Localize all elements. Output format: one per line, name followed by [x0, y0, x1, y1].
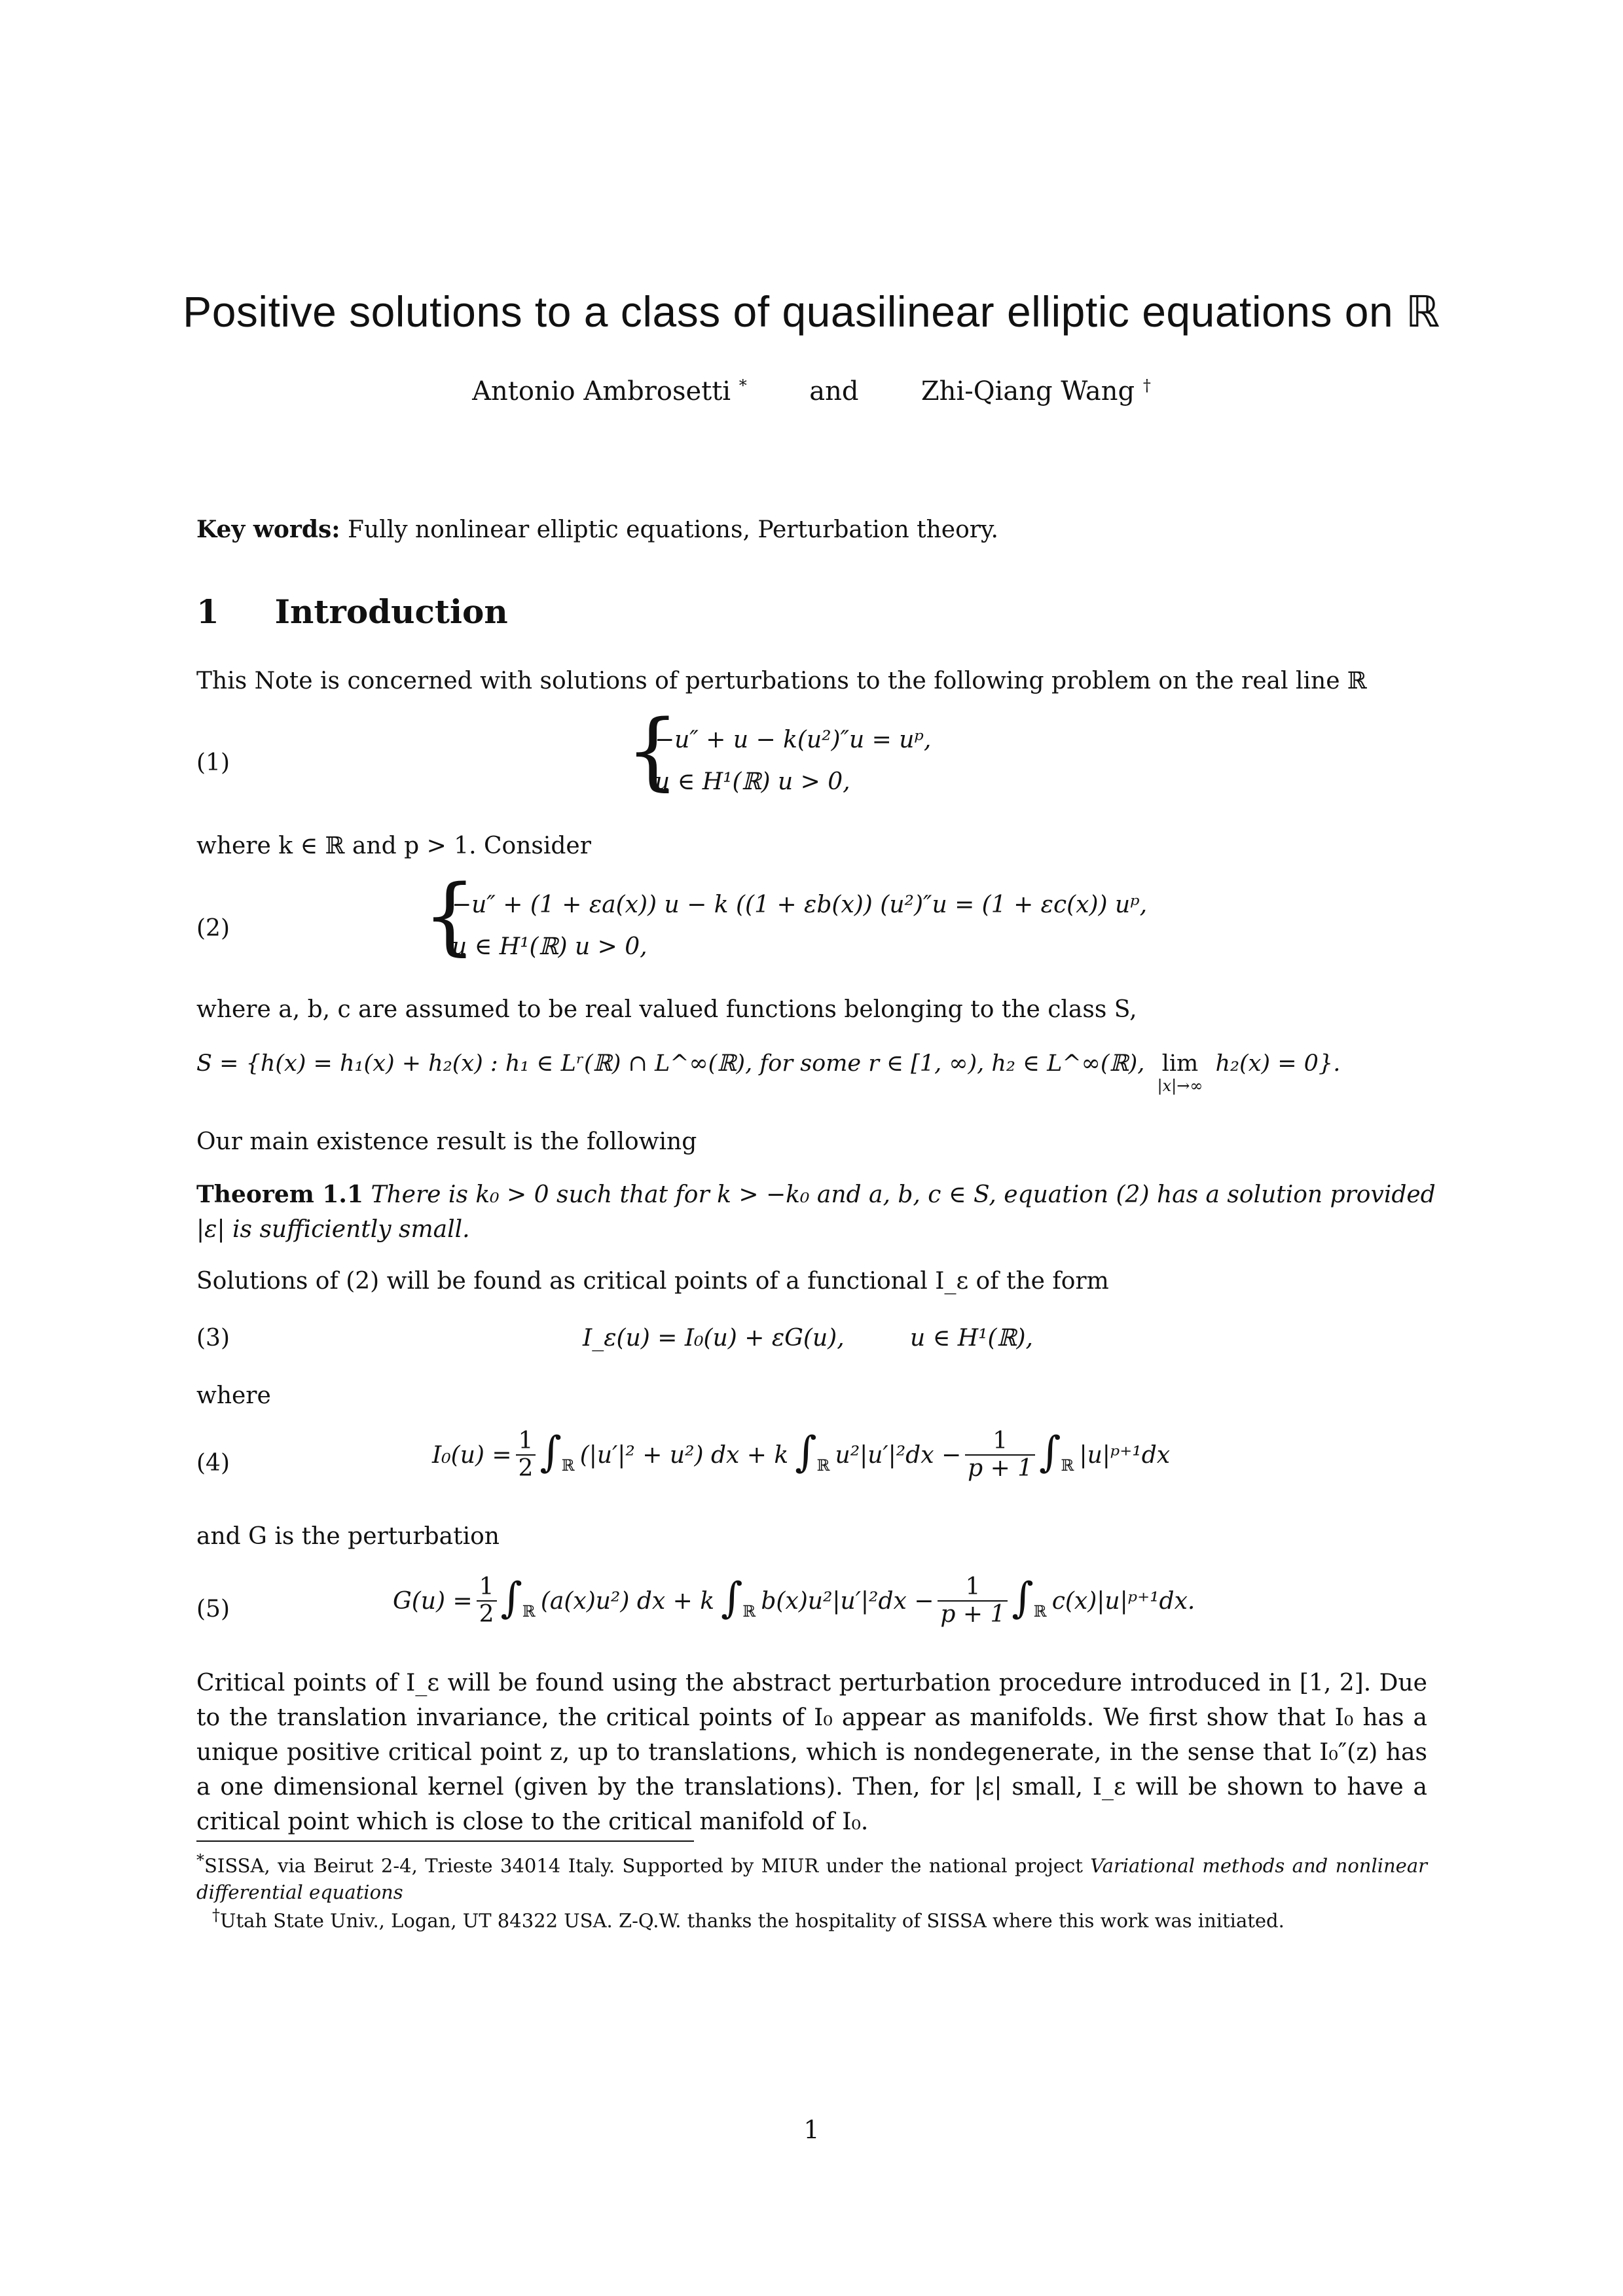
author-conjunction: and: [809, 376, 859, 407]
eq4-domain-2: ℝ: [816, 1456, 830, 1475]
class-S-text: S = {h(x) = h₁(x) + h₂(x) : h₁ ∈ Lʳ(ℝ) ∩ L^∞(ℝ), for some r ∈ [1, ∞), h₂ ∈ L^∞(ℝ),: [196, 1050, 1145, 1077]
eq4-integral-3: ∫: [1039, 1428, 1061, 1477]
where-line: where: [196, 1382, 271, 1409]
eq1-number: (1): [196, 749, 230, 776]
page-number: 1: [803, 2115, 820, 2144]
equation-4: [432, 1419, 1170, 1491]
eq1-brace: {: [626, 702, 680, 800]
eq4-domain-1: ℝ: [561, 1456, 575, 1475]
footnote-2-text: Utah State Univ., Logan, UT 84322 USA. Z-Q.W. thanks the hospitality of SISSA where this work was initiated.: [220, 1909, 1285, 1932]
eq5-term1: (a(x)u²) dx + k: [540, 1587, 715, 1615]
main-result-line: Our main existence result is the following: [196, 1128, 697, 1155]
eq4-lhs: I₀(u) =: [432, 1441, 512, 1469]
eq5-frac: [938, 1574, 1008, 1628]
eq4-term3: |u|ᵖ⁺¹dx: [1079, 1441, 1171, 1469]
section-number: 1: [196, 592, 219, 631]
eq5-integral-1: ∫: [500, 1574, 522, 1623]
eq5-lhs: G(u) =: [393, 1587, 473, 1615]
eq5-domain-1: ℝ: [522, 1602, 536, 1621]
theorem-line2: |ε| is sufficiently small.: [196, 1216, 470, 1243]
author-second-mark: †: [1142, 376, 1151, 395]
eq5-half: [477, 1574, 497, 1628]
keywords-label: Key words:: [196, 516, 340, 543]
section-title: Introduction: [274, 592, 508, 631]
author-first-mark: *: [739, 376, 747, 395]
eq5-term2: b(x)u²|u′|²dx −: [761, 1587, 934, 1615]
section-heading: [196, 592, 508, 631]
class-S-lim-sub: |x|→∞: [1157, 1077, 1203, 1095]
eq3-number: (3): [196, 1325, 230, 1352]
theorem-line1: There is k₀ > 0 such that for k > −k₀ and a, b, c ∈ S, equation (2) has a solution provided: [371, 1181, 1436, 1208]
solutions-line: Solutions of (2) will be found as critical points of a functional I_ε of the form: [196, 1268, 1109, 1295]
eq4-integral-2: ∫: [795, 1428, 817, 1477]
footnote-2: [196, 1902, 1427, 1934]
eq4-frac-den: p + 1: [968, 1455, 1033, 1482]
eq4-half: [516, 1428, 536, 1482]
closing-paragraph: Critical points of I_ε will be found using the abstract perturbation procedure introduced in [1, 2]. Due to the translation invariance, the critical points of I₀ appear as manifolds. We first show that I₀ has a unique positive critical point z, up to translations, which is nondegenerate, in the sense that I₀″(z) has a one dimensional kernel (given by the translations). Then, for |ε| small, I_ε will be shown to have a critical point which is close to the critical manifold of I₀.: [196, 1670, 1427, 1835]
theorem-label: Theorem 1.1: [196, 1181, 364, 1208]
eq5-term3: c(x)|u|ᵖ⁺¹dx.: [1051, 1587, 1195, 1615]
eq4-term2: u²|u′|²dx −: [835, 1441, 962, 1469]
where-abc-line: where a, b, c are assumed to be real valued functions belonging to the class S,: [196, 996, 1137, 1023]
eq4-number: (4): [196, 1450, 230, 1477]
eq2-line2: u ∈ H¹(ℝ) u > 0,: [452, 933, 647, 960]
eq5-frac-num: 1: [938, 1574, 1008, 1602]
footnote-1-text: SISSA, via Beirut 2-4, Trieste 34014 Italy. Supported by MIUR under the national project: [204, 1854, 1083, 1877]
keywords-text: Fully nonlinear elliptic equations, Perturbation theory.: [348, 516, 998, 543]
eq4-term1: (|u′|² + u²) dx + k: [579, 1441, 789, 1469]
eq5-integral-3: ∫: [1012, 1574, 1034, 1623]
class-S-limit: [1158, 1050, 1203, 1095]
where-k-line: where k ∈ ℝ and p > 1. Consider: [196, 833, 591, 859]
eq2-line1: −u″ + (1 + εa(x)) u − k ((1 + εb(x)) (u²)″u = (1 + εc(x)) uᵖ,: [452, 891, 1148, 918]
footnote-rule: [196, 1840, 694, 1842]
class-S-lim: lim: [1161, 1050, 1199, 1077]
eq5-domain-3: ℝ: [1033, 1602, 1047, 1621]
author-second: Zhi-Qiang Wang: [921, 376, 1135, 407]
eq3-domain: u ∈ H¹(ℝ),: [910, 1325, 1033, 1352]
eq4-frac-num: 1: [965, 1428, 1035, 1456]
eq4-half-num: 1: [516, 1428, 536, 1456]
author-first: Antonio Ambrosetti: [472, 376, 731, 407]
class-S-end: h₂(x) = 0}.: [1215, 1050, 1341, 1077]
eq1-line2: u ∈ H¹(ℝ) u > 0,: [655, 768, 850, 795]
footnote-2-mark: †: [212, 1906, 220, 1924]
eq2-number: (2): [196, 915, 230, 942]
keywords: [196, 514, 998, 546]
author-line: [0, 376, 1623, 406]
intro-line: This Note is concerned with solutions of perturbations to the following problem on the real line ℝ: [196, 668, 1367, 694]
footnote-1: [196, 1847, 1427, 1905]
eq5-half-den: 2: [479, 1601, 494, 1628]
equation-5: [393, 1565, 1195, 1637]
eq4-half-den: 2: [518, 1455, 534, 1482]
theorem: [196, 1179, 1436, 1211]
eq5-number: (5): [196, 1596, 230, 1623]
paper-title: Positive solutions to a class of quasilinear elliptic equations on ℝ: [183, 287, 1440, 336]
eq5-domain-2: ℝ: [742, 1602, 756, 1621]
eq5-half-num: 1: [477, 1574, 497, 1602]
footnote-1-italic: Variational methods and nonlinear differential equations: [196, 1854, 1428, 1903]
eq1-line1: −u″ + u − k(u²)″u = uᵖ,: [655, 726, 932, 753]
eq4-integral-1: ∫: [539, 1428, 562, 1477]
class-S-definition: [196, 1050, 1340, 1095]
eq3-body: I_ε(u) = I₀(u) + εG(u),: [583, 1325, 845, 1352]
and-G-line: and G is the perturbation: [196, 1523, 500, 1550]
eq5-frac-den: p + 1: [940, 1601, 1006, 1628]
eq5-integral-2: ∫: [721, 1574, 743, 1623]
eq4-frac: [965, 1428, 1035, 1482]
eq4-domain-3: ℝ: [1061, 1456, 1074, 1475]
footnote-1-mark: *: [196, 1851, 204, 1869]
eq2-brace: {: [423, 867, 477, 965]
